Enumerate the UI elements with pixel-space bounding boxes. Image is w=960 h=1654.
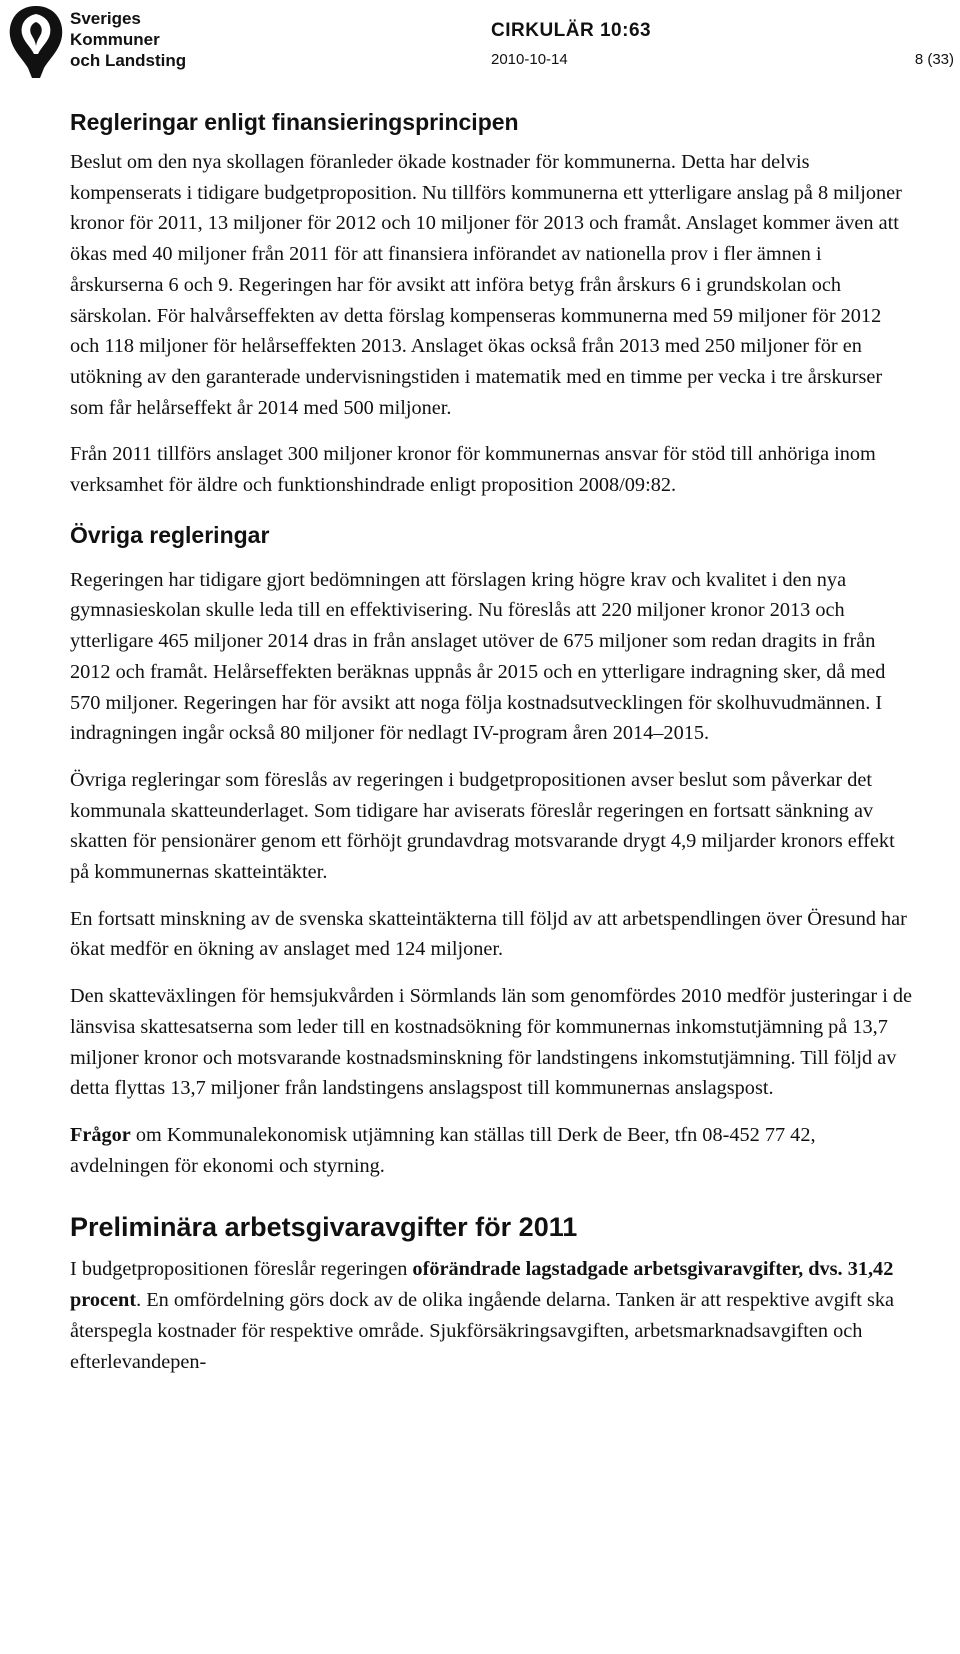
circular-date: 2010-10-14 [491, 51, 568, 68]
bold-span: oförändrade lagstadgade arbetsgivaravgifter, dvs. 31,42 procent [70, 1258, 894, 1312]
logo-line-2: Kommuner [70, 30, 160, 49]
heading-regleringar-finansiering: Regleringar enligt finansieringsprincipen [70, 109, 519, 135]
heading-arbetsgivaravgifter: Preliminära arbetsgivaravgifter för 2011 [70, 1212, 578, 1243]
questions-label: Frågor [70, 1123, 131, 1146]
logo-line-3: och Landsting [70, 51, 187, 70]
text-span: I budgetpropositionen föreslår regeringen [70, 1258, 413, 1281]
paragraph: Från 2011 tillförs anslaget 300 miljoner kronor för kommunernas ansvar för stöd till anhöriga inom verksamhet för äldre och funktionshindrade enligt proposition 2008/09:82. [70, 443, 876, 497]
skl-emblem-icon [6, 2, 66, 80]
page-header [0, 0, 960, 90]
text-span: . En omfördelning görs dock av de olika ingående delarna. Tanken är att respektive avgift ska återspegla kostnader för respektive område. Sjukförsäkringsavgiften, arbetsmarknadsavgiften och efterlevandepen- [70, 1289, 895, 1373]
paragraph: Den skatteväxlingen för hemsjukvården i Sörmlands län som genomfördes 2010 medför justeringar i de länsvisa skattesatserna som leder till en kostnadsökning för kommunernas inkomstutjämning på 13,7 miljoner kronor och motsvarande kostnadsminskning för landstingens inkomstutjämning. Till följd av detta flyttas 13,7 miljoner från landstingens anslagspost till kommunernas anslagspost. [70, 985, 913, 1100]
questions-paragraph [70, 1120, 915, 1181]
logo-line-1: Sveriges [70, 9, 141, 28]
document-body [70, 108, 915, 1377]
circular-title: CIRKULÄR 10:63 [491, 20, 652, 41]
paragraph: Beslut om den nya skollagen föranleder ökade kostnader för kommunerna. Detta har delvis kompenserats i tidigare budgetproposition. Nu tillförs kommunerna ett ytterligare anslag på 8 miljoner kronor för 2011, 13 miljoner för 2012 och 10 miljoner för 2013 och framåt. Anslaget kommer även att ökas med 40 miljoner från 2011 för att finansiera införandet av nationella prov i fler ämnen i årskurserna 6 och 9. Regeringen har för avsikt att införa betyg från årskurs 6 i grundskolan och särskolan. För halvårseffekten av detta förslag kompenseras kommunerna med 59 miljoner för 2012 och 118 miljoner för helårseffekten 2013. Anslaget ökas också från 2013 med 250 miljoner för en utökning av den garanterade undervisningstiden i matematik med en timme per vecka i tre årskurser som får helårseffekt år 2014 med 500 miljoner. [70, 151, 902, 419]
page-number: 8 (33) [914, 51, 954, 68]
paragraph: Regeringen har tidigare gjort bedömningen att förslagen kring högre krav och kvalitet i den nya gymnasieskolan skulle leda till en effektivisering. Nu föreslås att 220 miljoner kronor 2013 och ytterligare 465 miljoner 2014 dras in från anslaget utöver de 675 miljoner som redan dragits in från 2012 och framåt. Helårseffekten beräknas uppnås år 2015 och en ytterligare indragning sker, då med 570 miljoner. Regeringen har för avsikt att noga följa kostnadsutvecklingen för skolhuvudmännen. I indragningen ingår också 80 miljoner för nedlagt IV-program åren 2014–2015. [70, 568, 886, 745]
paragraph [70, 1254, 915, 1377]
paragraph: Övriga regleringar som föreslås av regeringen i budgetpropositionen avser beslut som påverkar det kommunala skatteunderlaget. Som tidigare har aviserats föreslår regeringen en fortsatt sänkning av skatten för pensionärer genom ett förhöjt grundavdrag motsvarande drygt 4,9 miljarder kronors effekt på kommunernas skatteintäkter. [70, 768, 895, 884]
heading-ovriga-regleringar: Övriga regleringar [70, 521, 270, 548]
paragraph: En fortsatt minskning av de svenska skatteintäkterna till följd av att arbetspendlingen över Öresund har ökat medför en ökning av anslaget med 124 miljoner. [70, 907, 907, 961]
skl-logo [6, 2, 196, 82]
logo-wordmark [70, 8, 186, 71]
questions-text: om Kommunalekonomisk utjämning kan ställas till Derk de Beer, tfn 08-452 77 42, avdelningen för ekonomi och styrning. [70, 1123, 816, 1177]
